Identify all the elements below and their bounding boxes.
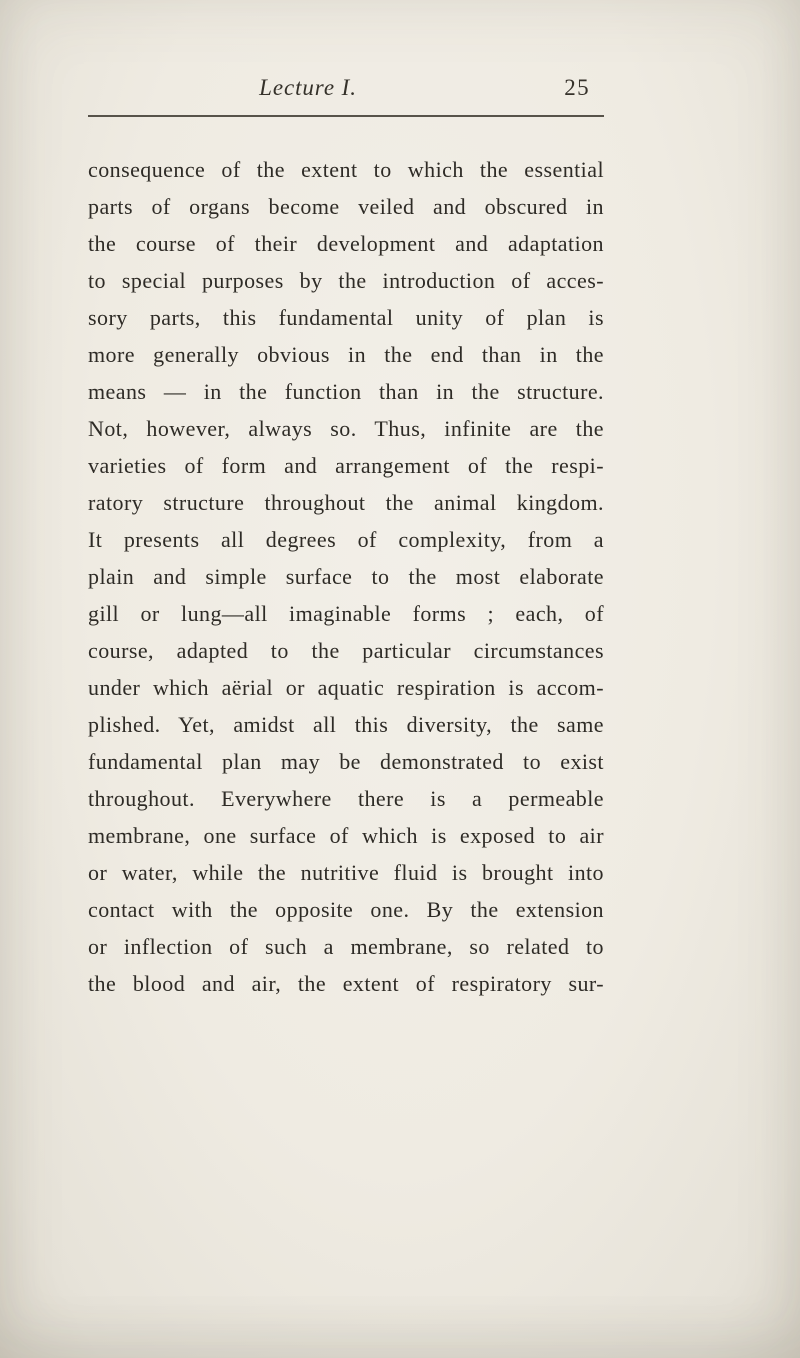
text-line: or water, while the nutritive fluid is brought into <box>88 860 604 885</box>
header-rule <box>88 115 604 117</box>
text-line: plain and simple surface to the most elaborate <box>88 564 604 589</box>
text-line: plished. Yet, amidst all this diversity, the same <box>88 712 604 737</box>
text-line: under which aërial or aquatic respiration is accom- <box>88 675 604 700</box>
text-line: parts of organs become veiled and obscured in <box>88 194 604 219</box>
text-line: means — in the function than in the structure. <box>88 379 604 404</box>
text-line: fundamental plan may be demonstrated to exist <box>88 749 604 774</box>
text-line: throughout. Everywhere there is a permeable <box>88 786 604 811</box>
text-line: to special purposes by the introduction of acces- <box>88 268 604 293</box>
text-line: consequence of the extent to which the essential <box>88 157 604 182</box>
text-line: Not, however, always so. Thus, infinite are the <box>88 416 604 441</box>
text-line: the blood and air, the extent of respiratory sur- <box>88 971 604 996</box>
page-header <box>88 72 604 104</box>
text-line: course, adapted to the particular circumstances <box>88 638 604 663</box>
text-line: sory parts, this fundamental unity of plan is <box>88 305 604 330</box>
text-line: or inflection of such a membrane, so related to <box>88 934 604 959</box>
running-title: Lecture I. <box>259 75 357 100</box>
page-content <box>88 72 604 1002</box>
text-line: varieties of form and arrangement of the respi- <box>88 453 604 478</box>
text-line: gill or lung—all imaginable forms ; each, of <box>88 601 604 626</box>
text-line: membrane, one surface of which is exposed to air <box>88 823 604 848</box>
text-line: ratory structure throughout the animal kingdom. <box>88 490 604 515</box>
text-line: the course of their development and adaptation <box>88 231 604 256</box>
text-line: more generally obvious in the end than in the <box>88 342 604 367</box>
page-number: 25 <box>564 75 590 100</box>
body-text <box>88 151 604 1002</box>
text-line: contact with the opposite one. By the extension <box>88 897 604 922</box>
text-line: It presents all degrees of complexity, from a <box>88 527 604 552</box>
